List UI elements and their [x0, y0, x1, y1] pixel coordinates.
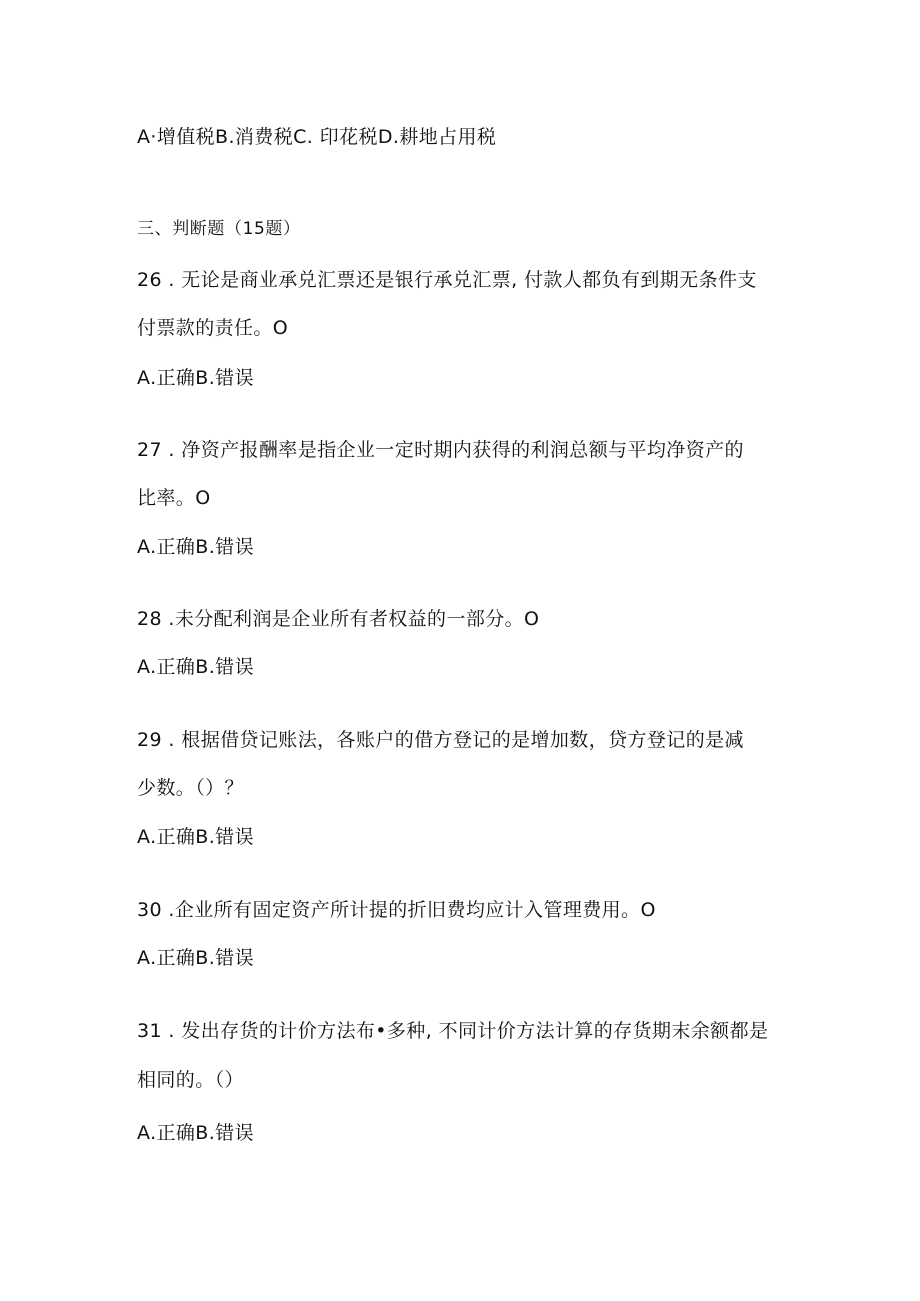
question-text-line: 26 . 无论是商业承兑汇票还是银行承兑汇票, 付款人都负有到期无条件支	[137, 269, 757, 291]
question-text-line: 28 .未分配利润是企业所有者权益的一部分。O	[137, 608, 540, 630]
question-text-line: 少数。（）？	[137, 777, 244, 799]
question-text-line: 比率。O	[137, 487, 211, 509]
question-text-line: 31 . 发出存货的计价方法布•多种, 不同计价方法计算的存货期末余额都是	[137, 1020, 769, 1042]
answer-options: A.正确B.错误	[137, 1122, 254, 1144]
question-text-line: 29 . 根据借贷记账法，各账户的借方登记的是增加数，贷方登记的是减	[137, 729, 744, 751]
answer-options: A.正确B.错误	[137, 947, 254, 969]
question-text-line: 相同的。（）	[137, 1069, 244, 1091]
answer-options: A.正确B.错误	[137, 536, 254, 558]
previous-question-options: A·增值税B.消费税C. 印花税D.耕地占用税	[137, 126, 497, 148]
answer-options: A.正确B.错误	[137, 367, 254, 389]
section-heading: 三、判断题（15题）	[137, 219, 301, 239]
question-text-line: 付票款的责任。O	[137, 317, 289, 339]
question-text-line: 27 . 净资产报酬率是指企业一定时期内获得的利润总额与平均净资产的	[137, 439, 744, 461]
answer-options: A.正确B.错误	[137, 656, 254, 678]
question-text-line: 30 .企业所有固定资产所计提的折旧费均应计入管理费用。O	[137, 899, 656, 921]
answer-options: A.正确B.错误	[137, 826, 254, 848]
